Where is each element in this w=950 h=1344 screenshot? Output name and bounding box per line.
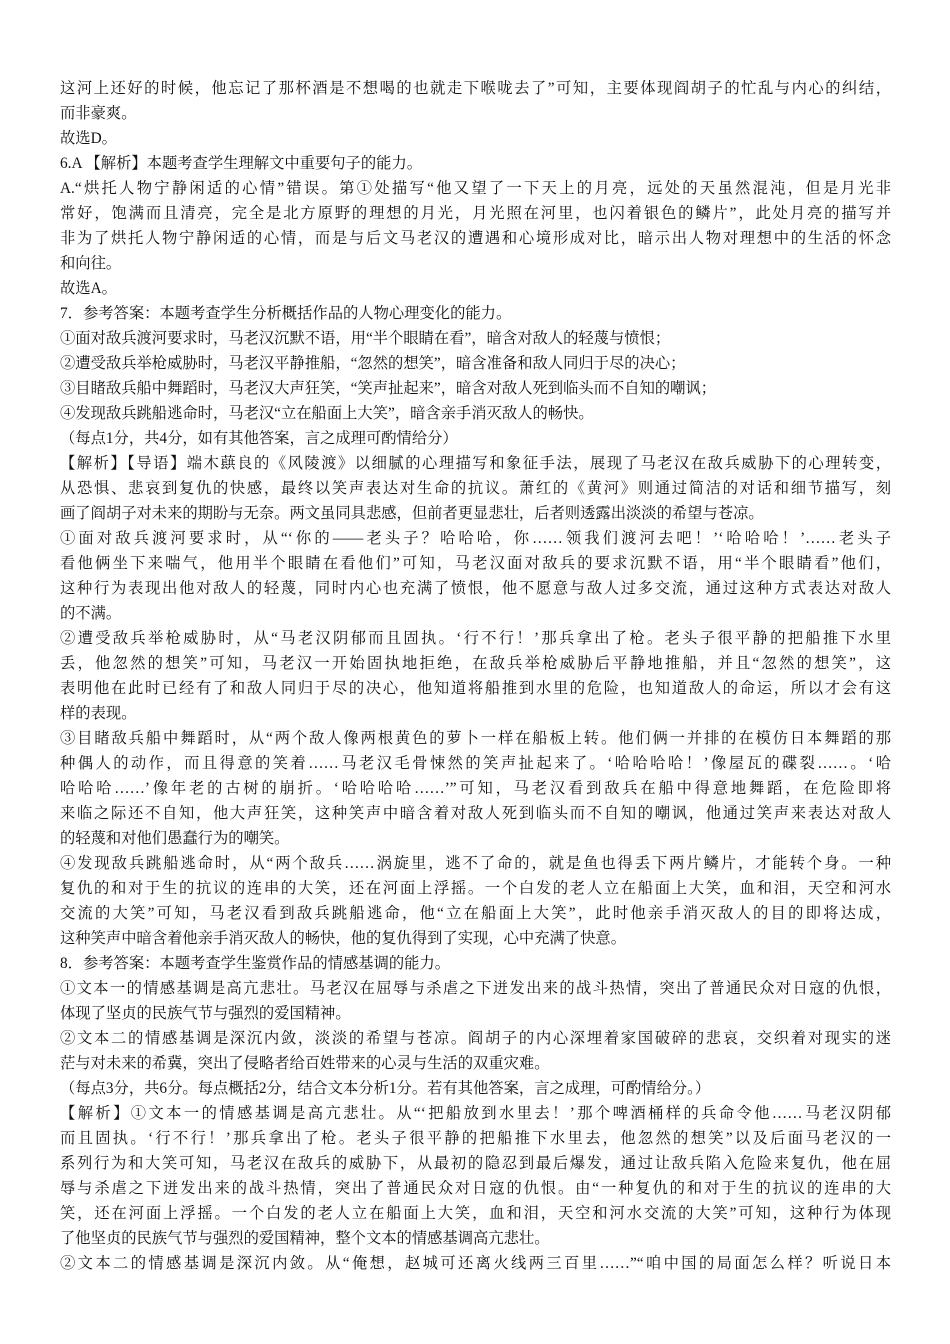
text-line: 了他坚贞的民族气节与强烈的爱国精神，整个文本的情感基调高亢悲壮。	[60, 1230, 550, 1247]
text-line: 的不满。	[60, 605, 122, 622]
question-6-heading: 6.A 【解析】本题考查学生理解文中重要句子的能力。	[60, 155, 423, 172]
scoring-note: （每点1分，共4分，如有其他答案，言之成理可酌情给分）	[60, 430, 458, 447]
text-line: 表明他在此时已经有了和敌人同归于尽的决心，他知道将船推到水里的危险，也知道敌人的命运，所以才会有这	[60, 680, 891, 697]
text-line: 这河上还好的时候，他忘记了那杯酒是不想喝的也就走下喉咙去了”可知，主要体现阎胡子的忙乱与内心的纠结，	[60, 80, 891, 97]
document-page	[60, 76, 891, 1276]
text-line: 样的表现。	[60, 705, 137, 722]
answer-point: ①面对敌兵渡河要求时，马老汉沉默不语，用“半个眼睛在看”，暗含对敌人的轻蔑与愤恨；	[60, 330, 671, 347]
text-line: 【解析】【导语】端木蕻良的《风陵渡》以细腻的心理描写和象征手法，展现了马老汉在敌兵威胁下的心理转变，	[60, 455, 891, 472]
text-line: 笑，还在河面上浮摇。一个白发的老人立在船面上大笑，血和泪，天空和河水交流的大笑”可知，这种行为体现	[60, 1205, 891, 1222]
text-line: 丢，他忽然的想笑”可知，马老汉一开始固执地拒绝，在敌兵举枪威胁后平静地推船，并且“忽然的想笑”，这	[60, 655, 891, 672]
question-7-heading: 7．参考答案：本题考查学生分析概括作品的人物心理变化的能力。	[60, 305, 512, 322]
text-line: ②文本二的情感基调是深沉内敛。从“俺想，赵城可还离火线两三百里……”“咱中国的局面怎么样？听说日本	[60, 1255, 891, 1272]
answer-point: ①文本一的情感基调是高亢悲壮。马老汉在屈辱与杀虐之下迸发出来的战斗热情，突出了普通民众对日寇的仇恨，	[60, 980, 891, 997]
text-line: 茫与对未来的希冀，突出了侵略者给百姓带来的心灵与生活的双重灾难。	[60, 1055, 550, 1072]
text-line: 画了阎胡子对未来的期盼与无奈。两文虽同具悲感，但前者更显悲壮，后者则透露出淡淡的希望与苍凉。	[60, 505, 764, 522]
answer-point: ④发现敌兵跳船逃命时，马老汉“立在船面上大笑”，暗含亲手消灭敌人的畅快。	[60, 405, 594, 422]
text-line: 哈哈哈……’像年老的古树的崩折。‘哈哈哈哈……’”可知，马老汉看到敌兵在船中得意地舞蹈，在危险即将	[60, 780, 891, 797]
text-line: A.“烘托人物宁静闲适的心情”错误。第①处描写“他又望了一下天上的月亮，远处的天虽然混沌，但是月光非	[60, 180, 891, 197]
text-line: 复仇的和对于生的抗议的连串的大笑，还在河面上浮摇。一个白发的老人立在船面上大笑，血和泪，天空和河水	[60, 880, 891, 897]
text-line: 体现了坚贞的民族气节与强烈的爱国精神。	[60, 1005, 351, 1022]
text-line: ①面对敌兵渡河要求时，从“‘你的——老头子？哈哈哈，你……领我们渡河去吧！’‘哈哈哈！’……老头子	[60, 530, 891, 547]
text-line: 故选A。	[60, 280, 117, 297]
text-line: 这种行为表现出他对敌人的轻蔑，同时内心也充满了愤恨，他不愿意与敌人过多交流，通过这种方式表达对敌人	[60, 580, 891, 597]
answer-point: ③目睹敌兵船中舞蹈时，马老汉大声狂笑，“笑声扯起来”，暗含对敌人死到临头而不自知的嘲讽；	[60, 380, 717, 397]
text-line: 故选D。	[60, 130, 117, 147]
text-line: 交流的大笑”可知，马老汉看到敌兵跳船逃命，他“立在船面上大笑”，此时他亲手消灭敌人的目的即将达成，	[60, 905, 891, 922]
answer-point: ②遭受敌兵举枪威胁时，马老汉平静推船，“忽然的想笑”，暗含准备和敌人同归于尽的决心；	[60, 355, 686, 372]
text-line: 辱与杀虐之下迸发出来的战斗热情，突出了普通民众对日寇的仇恨。由“一种复仇的和对于生的抗议的连串的大	[60, 1180, 891, 1197]
question-8-heading: 8．参考答案：本题考查学生鉴赏作品的情感基调的能力。	[60, 955, 451, 972]
text-line: 常好，饱满而且清亮，完全是北方原野的理想的月光，月光照在河里，也闪着银色的鳞片”，此处月亮的描写并	[60, 205, 891, 222]
text-line: 种偶人的动作，而且得意的笑着……马老汉毛骨悚然的笑声扯起来了。‘哈哈哈哈！’像屋瓦的碟裂……。‘哈	[60, 755, 891, 772]
text-line: 看他俩坐下来喘气，他用半个眼睛在看他们”可知，马老汉面对敌兵的要求沉默不语，用“半个眼睛看”他们，	[60, 555, 891, 572]
text-line: 和向往。	[60, 255, 122, 272]
text-line: ②遭受敌兵举枪威胁时，从“马老汉阴郁而且固执。‘行不行！’那兵拿出了枪。老头子很平静的把船推下水里	[60, 630, 891, 647]
text-line: 系列行为和大笑可知，马老汉在敌兵的威胁下，从最初的隐忍到最后爆发，通过让敌兵陷入危险来复仇，他在屈	[60, 1155, 891, 1172]
text-line: 而且固执。‘行不行！’那兵拿出了枪。老头子很平静的把船推下水里去，他忽然的想笑”以及后面马老汉的一	[60, 1130, 891, 1147]
text-line: 的轻蔑和对他们愚蠢行为的嘲笑。	[60, 830, 290, 847]
text-line: 这种笑声中暗含着他亲手消灭敌人的畅快，他的复仇得到了实现，心中充满了快意。	[60, 930, 626, 947]
text-line: 【解析】①文本一的情感基调是高亢悲壮。从“‘把船放到水里去！’那个啤酒桶样的兵命令他……马老汉阴郁	[60, 1105, 891, 1122]
text-line: 非为了烘托人物宁静闲适的心情，而是与后文马老汉的遭遇和心境形成对比，暗示出人物对理想中的生活的怀念	[60, 230, 891, 247]
answer-point: ②文本二的情感基调是深沉内敛，淡淡的希望与苍凉。阎胡子的内心深埋着家国破碎的悲哀，交织着对现实的迷	[60, 1030, 891, 1047]
text-line: 来临之际还不自知，他大声狂笑，这种笑声中暗含着对敌人死到临头而不自知的嘲讽，他通过笑声来表达对敌人	[60, 805, 891, 822]
text-line: ④发现敌兵跳船逃命时，从“两个敌兵……涡旋里，逃不了命的，就是鱼也得丢下两片鳞片，才能转个身。一种	[60, 855, 891, 872]
text-line: 而非豪爽。	[60, 105, 137, 122]
text-line: ③目睹敌兵船中舞蹈时，从“两个敌人像两根黄色的萝卜一样在船板上转。他们俩一并排的在模仿日本舞蹈的那	[60, 730, 891, 747]
text-line: 从恐惧、悲哀到复仇的快感，最终以笑声表达对生命的抗议。萧红的《黄河》则通过简洁的对话和细节描写，刻	[60, 480, 891, 497]
scoring-note: （每点3分，共6分。每点概括2分，结合文本分析1分。若有其他答案，言之成理，可酌情给分。）	[60, 1080, 711, 1097]
